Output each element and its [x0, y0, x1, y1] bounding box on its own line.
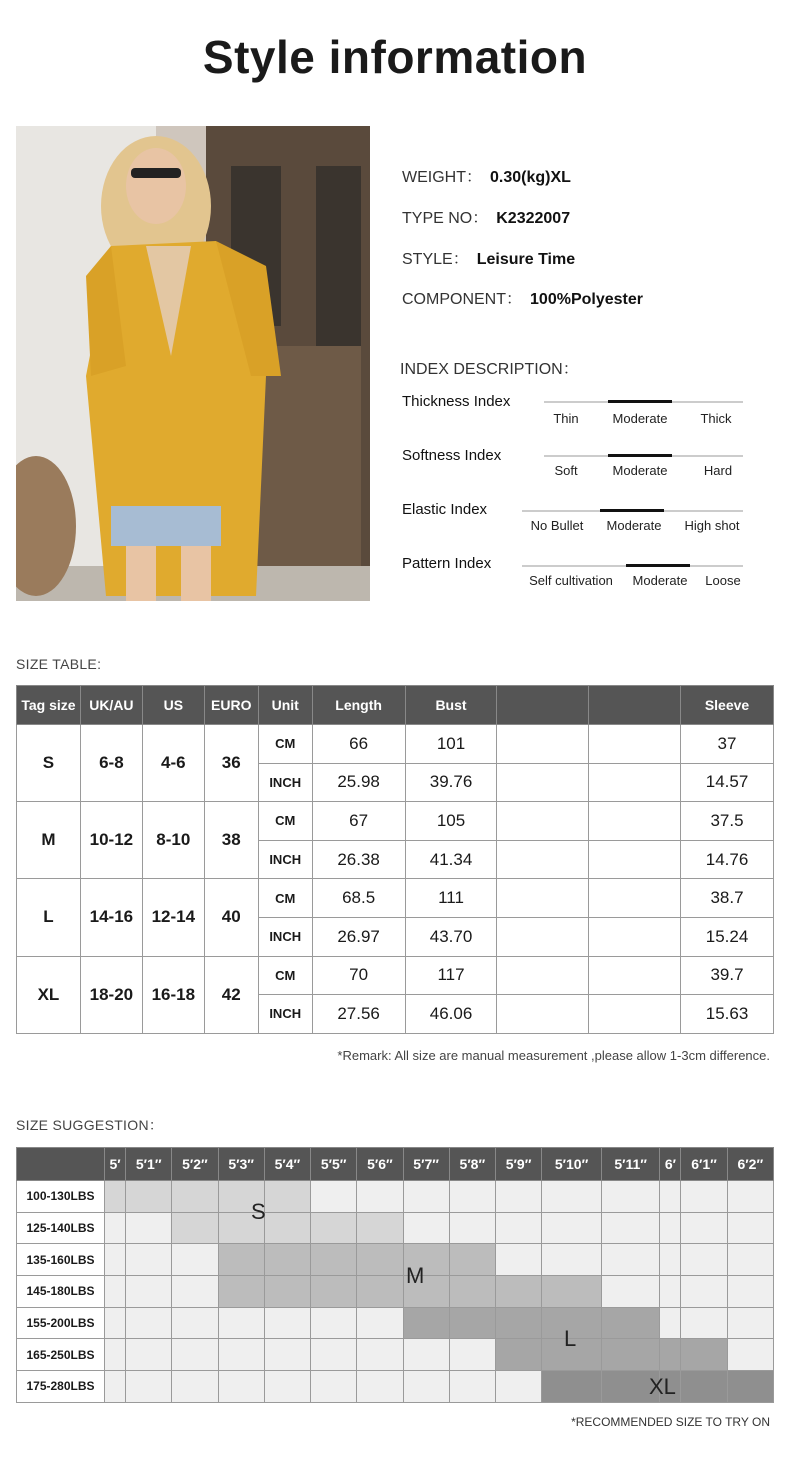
- suggestion-cell: [357, 1181, 403, 1213]
- empty-cell: [589, 840, 681, 879]
- us-cell: 16-18: [142, 956, 204, 1033]
- suggestion-cell: [727, 1212, 773, 1244]
- height-header: 5′10″: [542, 1148, 602, 1181]
- suggestion-cell: [660, 1181, 681, 1213]
- suggestion-cell: [660, 1212, 681, 1244]
- index-name: Pattern Index: [402, 555, 492, 572]
- euro-cell: 36: [204, 725, 258, 802]
- suggestion-cell: [172, 1244, 218, 1276]
- index-label: Moderate: [612, 463, 668, 478]
- suggestion-cell: [601, 1276, 659, 1308]
- suggestion-cell: [681, 1244, 727, 1276]
- suggestion-cell: [264, 1181, 310, 1213]
- suggestion-cell: [601, 1181, 659, 1213]
- suggestion-cell: [495, 1339, 541, 1371]
- tag-size-cell: XL: [17, 956, 81, 1033]
- height-header: 5′1″: [126, 1148, 172, 1181]
- weight-label: 165-250LBS: [17, 1339, 105, 1371]
- suggestion-cell: [542, 1276, 602, 1308]
- corner-cell: [17, 1148, 105, 1181]
- column-header: Bust: [405, 686, 497, 725]
- suggestion-cell: [264, 1339, 310, 1371]
- suggestion-cell: [660, 1307, 681, 1339]
- height-header-row: [17, 1148, 774, 1181]
- index-label: Thin: [553, 411, 579, 426]
- length-cell: 66: [312, 725, 405, 764]
- suggestion-cell: [403, 1212, 449, 1244]
- empty-cell: [589, 956, 681, 995]
- tag-size-cell: L: [17, 879, 81, 956]
- unit-cell: INCH: [258, 840, 312, 879]
- suggestion-cell: [172, 1307, 218, 1339]
- unit-cell: CM: [258, 879, 312, 918]
- suggestion-cell: [218, 1307, 264, 1339]
- weight-row: [17, 1212, 774, 1244]
- bust-cell: 117: [405, 956, 497, 995]
- index-marker: [608, 400, 672, 403]
- unit-cell: INCH: [258, 917, 312, 956]
- suggestion-cell: [311, 1371, 357, 1403]
- suggestion-cell: [601, 1307, 659, 1339]
- suggestion-cell: [105, 1339, 126, 1371]
- unit-cell: CM: [258, 802, 312, 841]
- suggestion-cell: [495, 1276, 541, 1308]
- weight-label: 155-200LBS: [17, 1307, 105, 1339]
- weight-row: [17, 1339, 774, 1371]
- ukau-cell: 10-12: [80, 802, 142, 879]
- suggestion-cell: [172, 1276, 218, 1308]
- tag-size-cell: M: [17, 802, 81, 879]
- weight-label: 145-180LBS: [17, 1276, 105, 1308]
- suggestion-cell: [172, 1371, 218, 1403]
- suggestion-cell: [357, 1339, 403, 1371]
- spec-key: TYPE NO：: [402, 210, 489, 227]
- height-header: 5′2″: [172, 1148, 218, 1181]
- empty-cell: [497, 879, 589, 918]
- suggestion-cell: [105, 1307, 126, 1339]
- zone-label-m: M: [406, 1263, 425, 1288]
- suggestion-cell: [105, 1212, 126, 1244]
- suggestion-cell: [172, 1339, 218, 1371]
- suggestion-cell: [681, 1307, 727, 1339]
- empty-cell: [497, 995, 589, 1034]
- suggestion-cell: [357, 1307, 403, 1339]
- ukau-cell: 6-8: [80, 725, 142, 802]
- suggestion-cell: [542, 1244, 602, 1276]
- unit-cell: CM: [258, 725, 312, 764]
- spec-key: COMPONENT：: [402, 291, 523, 308]
- suggestion-cell: [264, 1244, 310, 1276]
- column-header: US: [142, 686, 204, 725]
- index-label: Moderate: [612, 411, 668, 426]
- suggestion-cell: [311, 1339, 357, 1371]
- suggestion-cell: [126, 1181, 172, 1213]
- suggestion-cell: [403, 1371, 449, 1403]
- suggestion-cell: [601, 1212, 659, 1244]
- length-cell: 26.38: [312, 840, 405, 879]
- empty-cell: [589, 995, 681, 1034]
- spec-type-no: [402, 205, 570, 228]
- size-remark: *Remark: All size are manual measurement ,please allow 1-3cm difference.: [337, 1048, 770, 1063]
- spec-style: [402, 246, 575, 269]
- size-table-heading: SIZE TABLE:: [16, 656, 102, 672]
- height-header: 5′6″: [357, 1148, 403, 1181]
- index-marker: [600, 509, 664, 512]
- length-cell: 68.5: [312, 879, 405, 918]
- suggestion-cell: [681, 1181, 727, 1213]
- length-cell: 70: [312, 956, 405, 995]
- index-label: Self cultivation: [529, 573, 613, 588]
- height-header: 5′11″: [601, 1148, 659, 1181]
- tag-size-cell: S: [17, 725, 81, 802]
- empty-cell: [497, 840, 589, 879]
- size-suggestion-table: [16, 1147, 774, 1403]
- suggestion-cell: [126, 1339, 172, 1371]
- suggestion-cell: [449, 1307, 495, 1339]
- suggestion-cell: [218, 1339, 264, 1371]
- suggestion-cell: [357, 1276, 403, 1308]
- table-row: [17, 956, 774, 995]
- table-row: [17, 879, 774, 918]
- suggestion-cell: [660, 1276, 681, 1308]
- zone-label-l: L: [564, 1326, 577, 1351]
- column-header: [589, 686, 681, 725]
- suggestion-cell: [449, 1339, 495, 1371]
- column-header: UK/AU: [80, 686, 142, 725]
- table-row: [17, 725, 774, 764]
- weight-row: [17, 1244, 774, 1276]
- table-row: [17, 802, 774, 841]
- size-suggestion-heading: SIZE SUGGESTION：: [16, 1117, 164, 1133]
- suggestion-cell: [495, 1181, 541, 1213]
- suggestion-cell: [126, 1276, 172, 1308]
- suggestion-cell: [542, 1181, 602, 1213]
- empty-cell: [589, 763, 681, 802]
- sleeve-cell: 15.63: [681, 995, 774, 1034]
- suggestion-cell: [495, 1244, 541, 1276]
- length-cell: 26.97: [312, 917, 405, 956]
- size-table: [16, 685, 774, 1034]
- empty-cell: [589, 725, 681, 764]
- suggestion-cell: [449, 1276, 495, 1308]
- column-header: Sleeve: [681, 686, 774, 725]
- suggestion-cell: [311, 1276, 357, 1308]
- suggestion-cell: [727, 1181, 773, 1213]
- index-marker: [626, 564, 690, 567]
- suggestion-cell: [449, 1371, 495, 1403]
- suggestion-cell: [218, 1276, 264, 1308]
- suggestion-cell: [311, 1181, 357, 1213]
- suggestion-cell: [311, 1244, 357, 1276]
- column-header: EURO: [204, 686, 258, 725]
- suggestion-cell: [311, 1307, 357, 1339]
- unit-cell: INCH: [258, 763, 312, 802]
- sleeve-cell: 37: [681, 725, 774, 764]
- length-cell: 27.56: [312, 995, 405, 1034]
- size-table-header-row: [17, 686, 774, 725]
- empty-cell: [497, 956, 589, 995]
- unit-cell: INCH: [258, 995, 312, 1034]
- bust-cell: 101: [405, 725, 497, 764]
- index-label: Hard: [703, 463, 733, 478]
- suggestion-cell: [172, 1212, 218, 1244]
- index-label: Moderate: [606, 518, 662, 533]
- column-header: [497, 686, 589, 725]
- suggestion-cell: [264, 1212, 310, 1244]
- height-header: 6′1″: [681, 1148, 727, 1181]
- product-photo: [16, 126, 370, 601]
- bust-cell: 46.06: [405, 995, 497, 1034]
- suggestion-cell: [126, 1371, 172, 1403]
- sleeve-cell: 37.5: [681, 802, 774, 841]
- suggestion-cell: [403, 1339, 449, 1371]
- index-name: Elastic Index: [402, 501, 488, 518]
- weight-label: 175-280LBS: [17, 1371, 105, 1403]
- suggestion-cell: [727, 1276, 773, 1308]
- index-label: Soft: [554, 463, 578, 478]
- height-header: 5′5″: [311, 1148, 357, 1181]
- us-cell: 4-6: [142, 725, 204, 802]
- us-cell: 8-10: [142, 802, 204, 879]
- sleeve-cell: 14.57: [681, 763, 774, 802]
- suggestion-cell: [105, 1276, 126, 1308]
- empty-cell: [589, 879, 681, 918]
- bust-cell: 41.34: [405, 840, 497, 879]
- suggestion-cell: [357, 1371, 403, 1403]
- empty-cell: [497, 763, 589, 802]
- index-label: Moderate: [632, 573, 688, 588]
- suggestion-cell: [681, 1371, 727, 1403]
- weight-label: 135-160LBS: [17, 1244, 105, 1276]
- height-header: 5′4″: [264, 1148, 310, 1181]
- length-cell: 67: [312, 802, 405, 841]
- sleeve-cell: 39.7: [681, 956, 774, 995]
- sleeve-cell: 38.7: [681, 879, 774, 918]
- weight-label: 125-140LBS: [17, 1212, 105, 1244]
- suggestion-cell: [495, 1371, 541, 1403]
- suggestion-cell: [601, 1339, 659, 1371]
- suggestion-cell: [126, 1212, 172, 1244]
- empty-cell: [589, 917, 681, 956]
- suggestion-cell: [403, 1181, 449, 1213]
- euro-cell: 42: [204, 956, 258, 1033]
- suggestion-cell: [727, 1371, 773, 1403]
- empty-cell: [497, 725, 589, 764]
- suggestion-cell: [681, 1276, 727, 1308]
- suggestion-cell: [542, 1212, 602, 1244]
- suggestion-cell: [105, 1244, 126, 1276]
- suggestion-cell: [449, 1181, 495, 1213]
- unit-cell: CM: [258, 956, 312, 995]
- suggestion-cell: [264, 1371, 310, 1403]
- spec-weight: [402, 164, 571, 187]
- suggestion-cell: [660, 1244, 681, 1276]
- suggestion-cell: [449, 1244, 495, 1276]
- suggestion-cell: [542, 1371, 602, 1403]
- ukau-cell: 14-16: [80, 879, 142, 956]
- suggestion-cell: [105, 1371, 126, 1403]
- euro-cell: 40: [204, 879, 258, 956]
- empty-cell: [497, 802, 589, 841]
- suggestion-cell: [449, 1212, 495, 1244]
- spec-value: 100%Polyester: [530, 291, 643, 308]
- weight-row: [17, 1276, 774, 1308]
- bust-cell: 105: [405, 802, 497, 841]
- index-name: Thickness Index: [402, 393, 511, 410]
- spec-key: STYLE：: [402, 251, 469, 268]
- height-header: 5′: [105, 1148, 126, 1181]
- column-header: Unit: [258, 686, 312, 725]
- suggestion-cell: [218, 1244, 264, 1276]
- suggestion-cell: [403, 1307, 449, 1339]
- suggestion-cell: [311, 1212, 357, 1244]
- suggestion-cell: [495, 1212, 541, 1244]
- spec-value: 0.30(kg)XL: [490, 169, 571, 186]
- index-label: Loose: [705, 573, 741, 588]
- index-heading: INDEX DESCRIPTION：: [400, 361, 579, 378]
- height-header: 5′9″: [495, 1148, 541, 1181]
- spec-key: WEIGHT：: [402, 169, 482, 186]
- height-header: 6′: [660, 1148, 681, 1181]
- ukau-cell: 18-20: [80, 956, 142, 1033]
- suggestion-cell: [727, 1339, 773, 1371]
- index-marker: [608, 454, 672, 457]
- weight-label: 100-130LBS: [17, 1181, 105, 1213]
- suggestion-cell: [727, 1244, 773, 1276]
- page-title: Style information: [202, 31, 588, 83]
- suggestion-cell: [105, 1181, 126, 1213]
- us-cell: 12-14: [142, 879, 204, 956]
- weight-row: [17, 1181, 774, 1213]
- zone-label-xl: XL: [649, 1374, 676, 1399]
- suggestion-cell: [681, 1339, 727, 1371]
- weight-row: [17, 1307, 774, 1339]
- suggestion-cell: [601, 1244, 659, 1276]
- suggestion-cell: [727, 1307, 773, 1339]
- height-header: 6′2″: [727, 1148, 773, 1181]
- suggestion-cell: [126, 1244, 172, 1276]
- bust-cell: 43.70: [405, 917, 497, 956]
- suggestion-cell: [681, 1212, 727, 1244]
- empty-cell: [497, 917, 589, 956]
- bust-cell: 39.76: [405, 763, 497, 802]
- index-label: High shot: [684, 518, 740, 533]
- suggestion-cell: [357, 1212, 403, 1244]
- height-header: 5′8″: [449, 1148, 495, 1181]
- suggestion-cell: [495, 1307, 541, 1339]
- zone-label-s: S: [251, 1199, 266, 1224]
- spec-component: [402, 286, 643, 309]
- suggestion-cell: [660, 1339, 681, 1371]
- height-header: 5′3″: [218, 1148, 264, 1181]
- recommend-footnote: *RECOMMENDED SIZE TO TRY ON: [571, 1415, 770, 1429]
- index-label: Thick: [700, 411, 732, 426]
- spec-value: Leisure Time: [476, 251, 576, 268]
- height-header: 5′7″: [403, 1148, 449, 1181]
- empty-cell: [589, 802, 681, 841]
- suggestion-cell: [172, 1181, 218, 1213]
- index-label: No Bullet: [530, 518, 584, 533]
- bust-cell: 111: [405, 879, 497, 918]
- length-cell: 25.98: [312, 763, 405, 802]
- suggestion-cell: [264, 1276, 310, 1308]
- sleeve-cell: 15.24: [681, 917, 774, 956]
- sleeve-cell: 14.76: [681, 840, 774, 879]
- suggestion-cell: [357, 1244, 403, 1276]
- suggestion-cell: [218, 1371, 264, 1403]
- suggestion-cell: [264, 1307, 310, 1339]
- index-name: Softness Index: [402, 447, 502, 464]
- column-header: Tag size: [17, 686, 81, 725]
- spec-value: K2322007: [496, 210, 571, 227]
- column-header: Length: [312, 686, 405, 725]
- euro-cell: 38: [204, 802, 258, 879]
- suggestion-cell: [126, 1307, 172, 1339]
